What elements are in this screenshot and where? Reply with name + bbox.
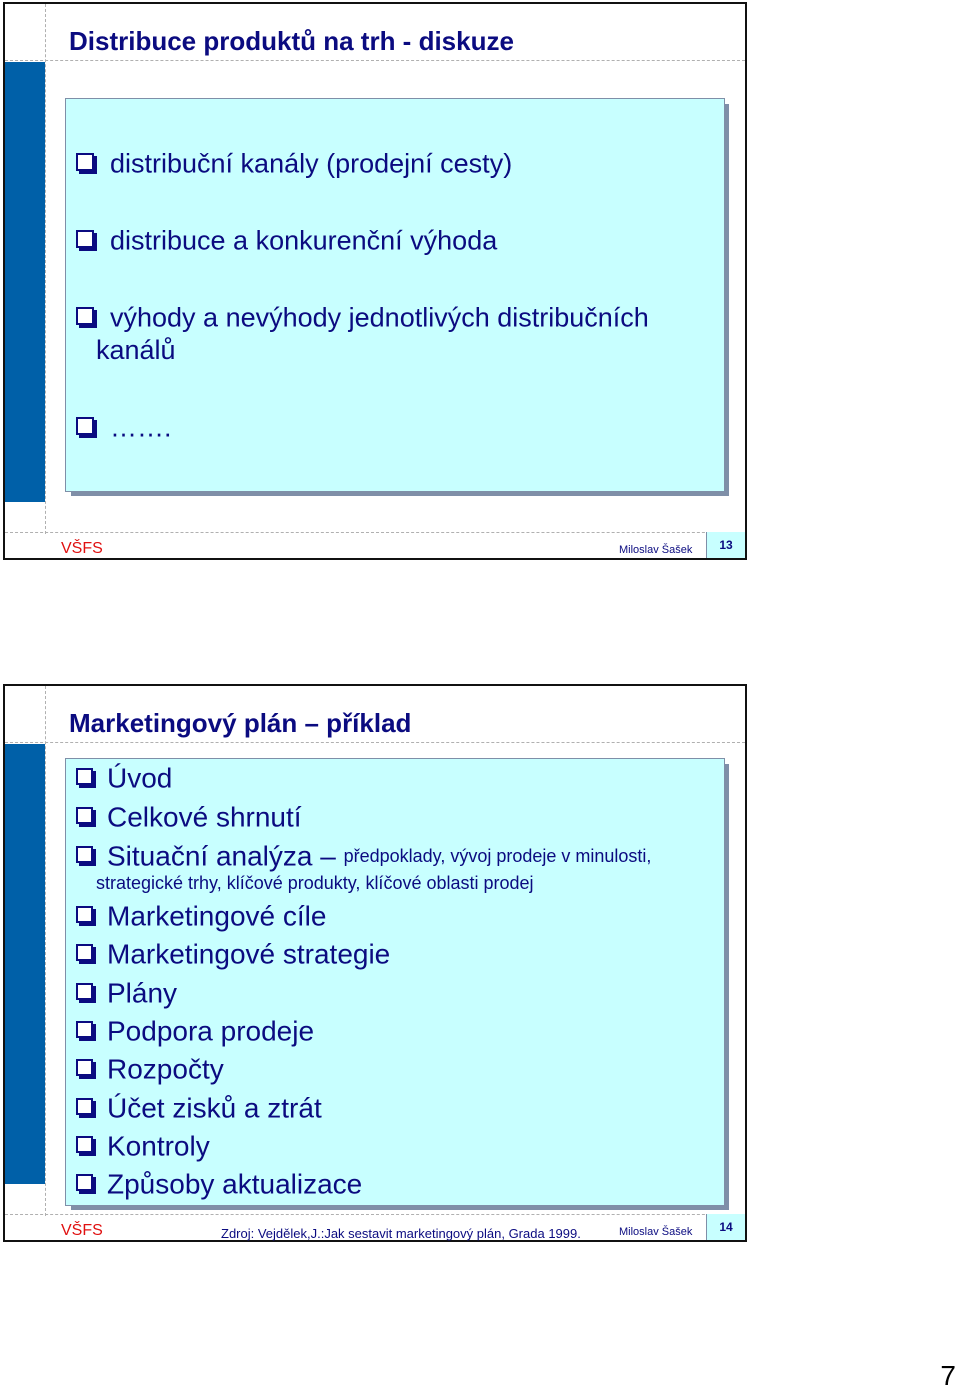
- slide-title: Distribuce produktů na trh - diskuze: [69, 26, 514, 56]
- list-item: Rozpočty: [76, 1052, 224, 1086]
- checkbox-bullet-icon: [76, 307, 94, 325]
- page-number: 7: [940, 1360, 956, 1391]
- title-divider: [5, 742, 745, 743]
- slide-14: [3, 684, 747, 1242]
- checkbox-bullet-icon: [76, 906, 93, 923]
- checkbox-bullet-icon: [76, 1059, 93, 1076]
- checkbox-bullet-icon: [76, 1174, 93, 1191]
- checkbox-bullet-icon: [76, 1021, 93, 1038]
- slide-number: 13: [706, 532, 745, 558]
- list-item: Úvod: [76, 761, 172, 795]
- checkbox-bullet-icon: [76, 768, 93, 785]
- list-item: distribuční kanály (prodejní cesty): [76, 147, 512, 179]
- slide-title: Marketingový plán – příklad: [69, 708, 412, 738]
- checkbox-bullet-icon: [76, 1136, 93, 1153]
- sidebar-bar: [5, 62, 45, 502]
- checkbox-bullet-icon: [76, 944, 93, 961]
- list-item: Situační analýza – předpoklady, vývoj prodeje v minulosti,: [76, 839, 651, 873]
- sidebar-bar: [5, 744, 45, 1184]
- list-item: Kontroly: [76, 1129, 210, 1163]
- list-item-continuation: kanálů: [96, 335, 176, 365]
- checkbox-bullet-icon: [76, 417, 94, 435]
- checkbox-bullet-icon: [76, 230, 94, 248]
- list-item: Marketingové strategie: [76, 937, 390, 971]
- checkbox-bullet-icon: [76, 807, 93, 824]
- source-citation: Zdroj: Vejdělek,J.:Jak sestavit marketingový plán, Grada 1999.: [221, 1226, 581, 1241]
- situacni-analyza-detail: předpoklady, vývoj prodeje v minulosti,: [343, 846, 652, 867]
- list-item: Plány: [76, 976, 177, 1010]
- list-item: Podpora prodeje: [76, 1014, 314, 1048]
- vsfs-logo: VŠFS: [61, 1222, 103, 1239]
- title-divider: [5, 60, 745, 61]
- list-item: …….: [76, 411, 172, 443]
- slide-number: 14: [706, 1214, 745, 1240]
- author-name: Miloslav Šašek: [619, 1226, 693, 1238]
- list-item: Účet zisků a ztrát: [76, 1091, 322, 1125]
- vertical-divider: [45, 4, 46, 534]
- content-box: [65, 98, 725, 492]
- list-item-continuation: strategické trhy, klíčové produkty, klíčové oblasti prodej: [96, 873, 534, 893]
- checkbox-bullet-icon: [76, 846, 93, 863]
- vsfs-logo: VŠFS: [61, 540, 103, 557]
- footer-divider: [5, 1214, 745, 1215]
- checkbox-bullet-icon: [76, 1098, 93, 1115]
- vertical-divider: [45, 686, 46, 1216]
- footer-divider: [5, 532, 745, 533]
- author-name: Miloslav Šašek: [619, 544, 693, 556]
- checkbox-bullet-icon: [76, 983, 93, 1000]
- list-item: Celkové shrnutí: [76, 800, 302, 834]
- list-item: výhody a nevýhody jednotlivých distribučních: [76, 301, 649, 333]
- list-item: distribuce a konkurenční výhoda: [76, 224, 497, 256]
- slide-13: [3, 2, 747, 560]
- list-item: Způsoby aktualizace: [76, 1167, 362, 1201]
- list-item: Marketingové cíle: [76, 899, 326, 933]
- checkbox-bullet-icon: [76, 153, 94, 171]
- content-box: [65, 758, 725, 1206]
